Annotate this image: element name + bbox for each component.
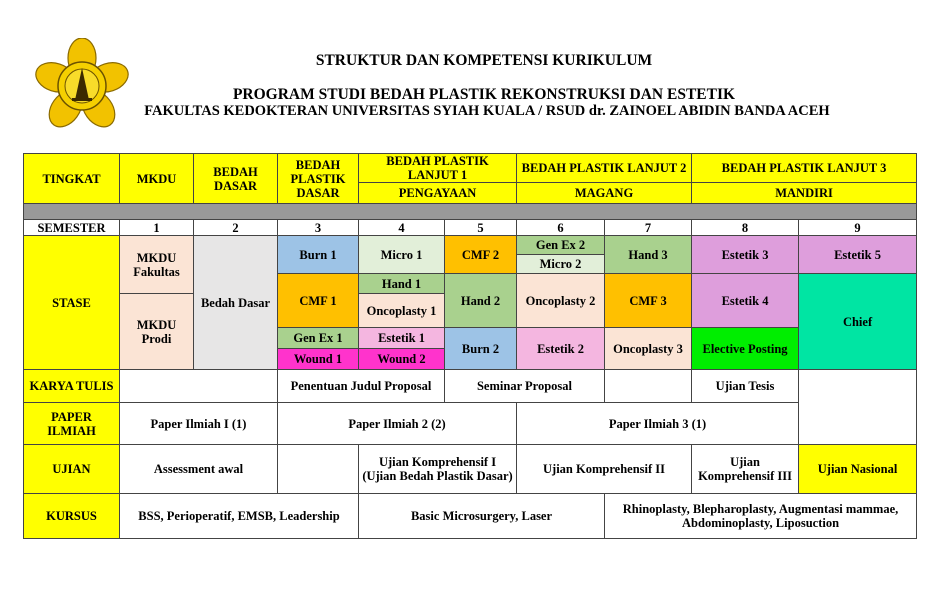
stase-micro-1: Micro 1 <box>359 236 445 274</box>
stase-wound-1: Wound 1 <box>278 349 359 370</box>
stase-elective-posting: Elective Posting <box>692 328 799 370</box>
stase-hand-3: Hand 3 <box>605 236 692 274</box>
stase-oncoplasty-1: Oncoplasty 1 <box>359 294 445 328</box>
stase-oncoplasty-3: Oncoplasty 3 <box>605 328 692 370</box>
stase-estetik-1: Estetik 1 <box>359 328 445 349</box>
karya-tulis-seminar: Seminar Proposal <box>445 370 605 403</box>
level-lanjut-3: BEDAH PLASTIK LANJUT 3 <box>692 154 917 183</box>
level-lanjut-2: BEDAH PLASTIK LANJUT 2 <box>517 154 692 183</box>
karya-tulis-penentuan: Penentuan Judul Proposal <box>278 370 445 403</box>
semester-9: 9 <box>799 220 917 236</box>
kursus-label: KURSUS <box>24 494 120 539</box>
stase-hand-1: Hand 1 <box>359 274 445 294</box>
stase-gen-ex-1: Gen Ex 1 <box>278 328 359 349</box>
karya-tulis-empty-1 <box>120 370 278 403</box>
level-bp-dasar: BEDAH PLASTIK DASAR <box>278 154 359 204</box>
stase-gen-ex-2: Gen Ex 2 <box>517 236 605 255</box>
ujian-label: UJIAN <box>24 445 120 494</box>
semester-8: 8 <box>692 220 799 236</box>
paper-ilmiah-1: Paper Ilmiah I (1) <box>120 403 278 445</box>
stase-estetik-2: Estetik 2 <box>517 328 605 370</box>
title-line-1: STRUKTUR DAN KOMPETENSI KURIKULUM <box>315 52 653 69</box>
karya-tulis-label: KARYA TULIS <box>24 370 120 403</box>
tingkat-label: TINGKAT <box>24 154 120 204</box>
stase-cmf-3: CMF 3 <box>605 274 692 328</box>
semester-7: 7 <box>605 220 692 236</box>
semester-label: SEMESTER <box>24 220 120 236</box>
stase-estetik-4: Estetik 4 <box>692 274 799 328</box>
stase-burn-1: Burn 1 <box>278 236 359 274</box>
kursus-1: BSS, Perioperatif, EMSB, Leadership <box>120 494 359 539</box>
karya-tulis-ujian-tesis: Ujian Tesis <box>692 370 799 403</box>
paper-ilmiah-2: Paper Ilmiah 2 (2) <box>278 403 517 445</box>
karya-tulis-empty-2 <box>605 370 692 403</box>
ujian-assessment-awal: Assessment awal <box>120 445 278 494</box>
level-bedah-dasar: BEDAH DASAR <box>194 154 278 204</box>
kursus-3: Rhinoplasty, Blepharoplasty, Augmentasi mammae, Abdominoplasty, Liposuction <box>605 494 917 539</box>
semester-5: 5 <box>445 220 517 236</box>
karya-tulis-empty-3 <box>799 370 917 445</box>
title-line-2: PROGRAM STUDI BEDAH PLASTIK REKONSTRUKSI DAN ESTETIK <box>232 86 736 103</box>
divider-band <box>24 204 917 220</box>
stase-burn-2: Burn 2 <box>445 328 517 370</box>
kursus-2: Basic Microsurgery, Laser <box>359 494 605 539</box>
stase-chief: Chief <box>799 274 917 370</box>
level-mkdu: MKDU <box>120 154 194 204</box>
university-logo <box>34 38 130 130</box>
ujian-komprehensif-1: Ujian Komprehensif I (Ujian Bedah Plastik Dasar) <box>359 445 517 494</box>
stase-estetik-5: Estetik 5 <box>799 236 917 274</box>
ujian-empty <box>278 445 359 494</box>
stase-mkdu-fakultas: MKDU Fakultas <box>120 236 194 294</box>
stase-mkdu-prodi: MKDU Prodi <box>120 294 194 370</box>
paper-ilmiah-label: PAPER ILMIAH <box>24 403 120 445</box>
curriculum-table <box>23 153 917 539</box>
stase-hand-2: Hand 2 <box>445 274 517 328</box>
stase-bedah-dasar: Bedah Dasar <box>194 236 278 370</box>
stase-cmf-1: CMF 1 <box>278 274 359 328</box>
ujian-nasional: Ujian Nasional <box>799 445 917 494</box>
level-lanjut-1: BEDAH PLASTIK LANJUT 1 <box>359 154 517 183</box>
semester-2: 2 <box>194 220 278 236</box>
level-lanjut-1-sub: PENGAYAAN <box>359 183 517 204</box>
stase-estetik-3: Estetik 3 <box>692 236 799 274</box>
stase-oncoplasty-2: Oncoplasty 2 <box>517 274 605 328</box>
semester-4: 4 <box>359 220 445 236</box>
ujian-komprehensif-2: Ujian Komprehensif II <box>517 445 692 494</box>
ujian-komprehensif-3: Ujian Komprehensif III <box>692 445 799 494</box>
paper-ilmiah-3: Paper Ilmiah 3 (1) <box>517 403 799 445</box>
stase-wound-2: Wound 2 <box>359 349 445 370</box>
title-line-3: FAKULTAS KEDOKTERAN UNIVERSITAS SYIAH KUALA / RSUD dr. ZAINOEL ABIDIN BANDA ACEH <box>144 103 830 119</box>
semester-6: 6 <box>517 220 605 236</box>
level-lanjut-2-sub: MAGANG <box>517 183 692 204</box>
semester-3: 3 <box>278 220 359 236</box>
level-lanjut-3-sub: MANDIRI <box>692 183 917 204</box>
stase-micro-2: Micro 2 <box>517 255 605 274</box>
semester-1: 1 <box>120 220 194 236</box>
stase-cmf-2: CMF 2 <box>445 236 517 274</box>
stase-label: STASE <box>24 236 120 370</box>
